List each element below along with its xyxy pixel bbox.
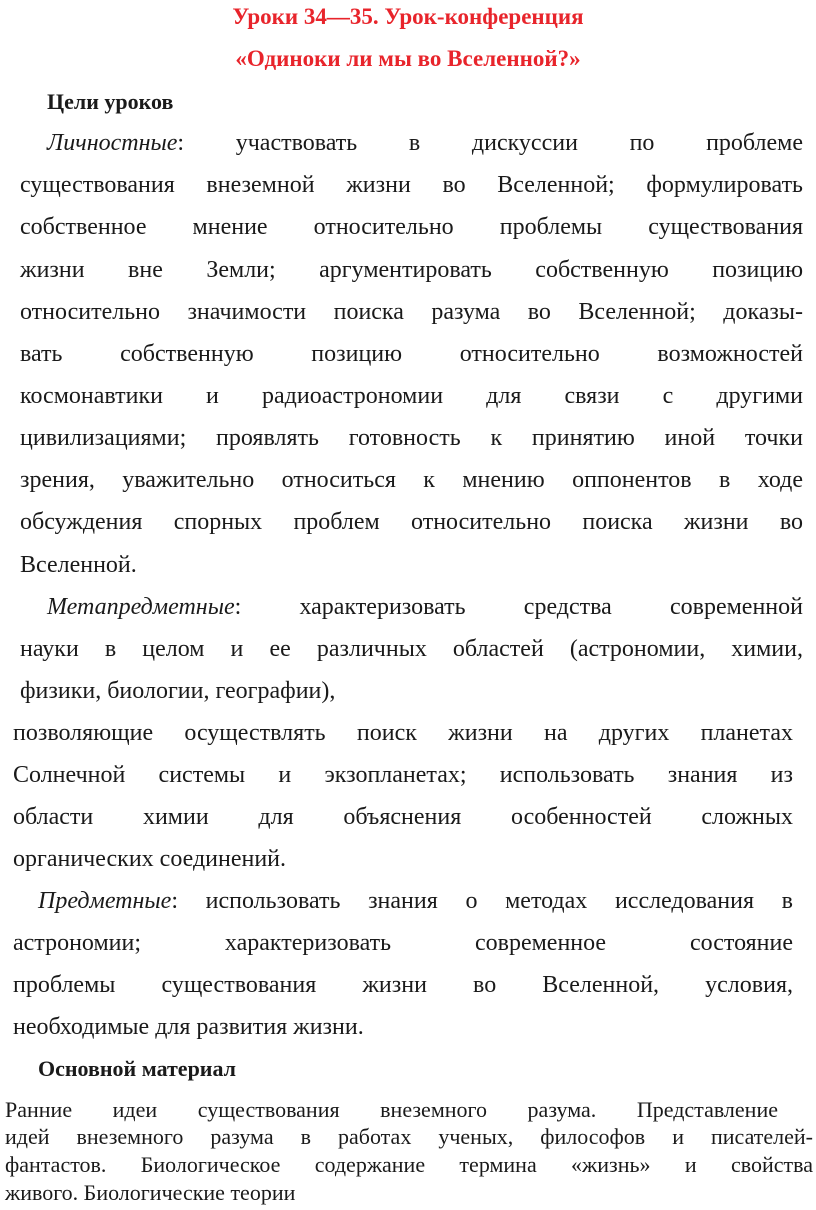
text-line: позволяющие осуществлять поиск жизни на других планетах (13, 720, 793, 746)
text-line: вать собственную позицию относительно возможностей (20, 341, 803, 367)
text-line: области химии для объяснения особенностей сложных (13, 804, 793, 830)
text-line: Личностные: участвовать в дискуссии по проблеме (47, 130, 803, 156)
text-line: существования внеземной жизни во Вселенной; формулировать (20, 172, 803, 198)
text-line: зрения, уважительно относиться к мнению оппонентов в ходе (20, 467, 803, 493)
text-line: космонавтики и радиоастрономии для связи с другими (20, 383, 803, 409)
text-line: идей внеземного разума в работах ученых, философов и писателей- (5, 1124, 813, 1149)
text-line: живого. Биологические теории (5, 1180, 296, 1205)
text-line: цивилизациями; проявлять готовность к принятию иной точки (20, 425, 803, 451)
text-line: фантастов. Биологическое содержание термина «жизнь» и свойства (5, 1152, 813, 1177)
text-line: науки в целом и ее различных областей (астрономии, химии, (20, 636, 803, 662)
personal-goals-label: Личностные (47, 130, 178, 156)
text-line: собственное мнение относительно проблемы существования (20, 214, 803, 240)
text-line: жизни вне Земли; аргументировать собственную позицию (20, 257, 803, 283)
text-line: органических соединений. (13, 846, 287, 872)
text-line: Предметные: использовать знания о методах исследования в (38, 888, 793, 914)
text-line: проблемы существования жизни во Вселенной, условия, (13, 972, 793, 998)
text-line: Метапредметные: характеризовать средства современной (47, 594, 803, 620)
text-line: относительно значимости поиска разума во Вселенной; доказы- (20, 299, 803, 325)
lesson-subtitle: «Одиноки ли мы во Вселенной?» (235, 46, 581, 71)
text-line: Солнечной системы и экзопланетах; использовать знания из (13, 762, 793, 788)
text-line: необходимые для развития жизни. (13, 1014, 364, 1040)
meta-goals-label: Метапредметные (47, 594, 235, 620)
text-line: обсуждения спорных проблем относительно поиска жизни во (20, 509, 803, 535)
subject-goals-label: Предметные (38, 888, 172, 914)
goals-heading: Цели уроков (47, 89, 174, 114)
text-line: Ранние идеи существования внеземного разума. Представление (5, 1097, 778, 1122)
text-line: Вселенной. (20, 552, 137, 578)
main-material-heading: Основной материал (38, 1056, 237, 1081)
lesson-title: Уроки 34—35. Урок-конференция (232, 4, 584, 29)
text-line: астрономии; характеризовать современное состояние (13, 930, 793, 956)
text-line: физики, биологии, географии), (20, 678, 336, 704)
